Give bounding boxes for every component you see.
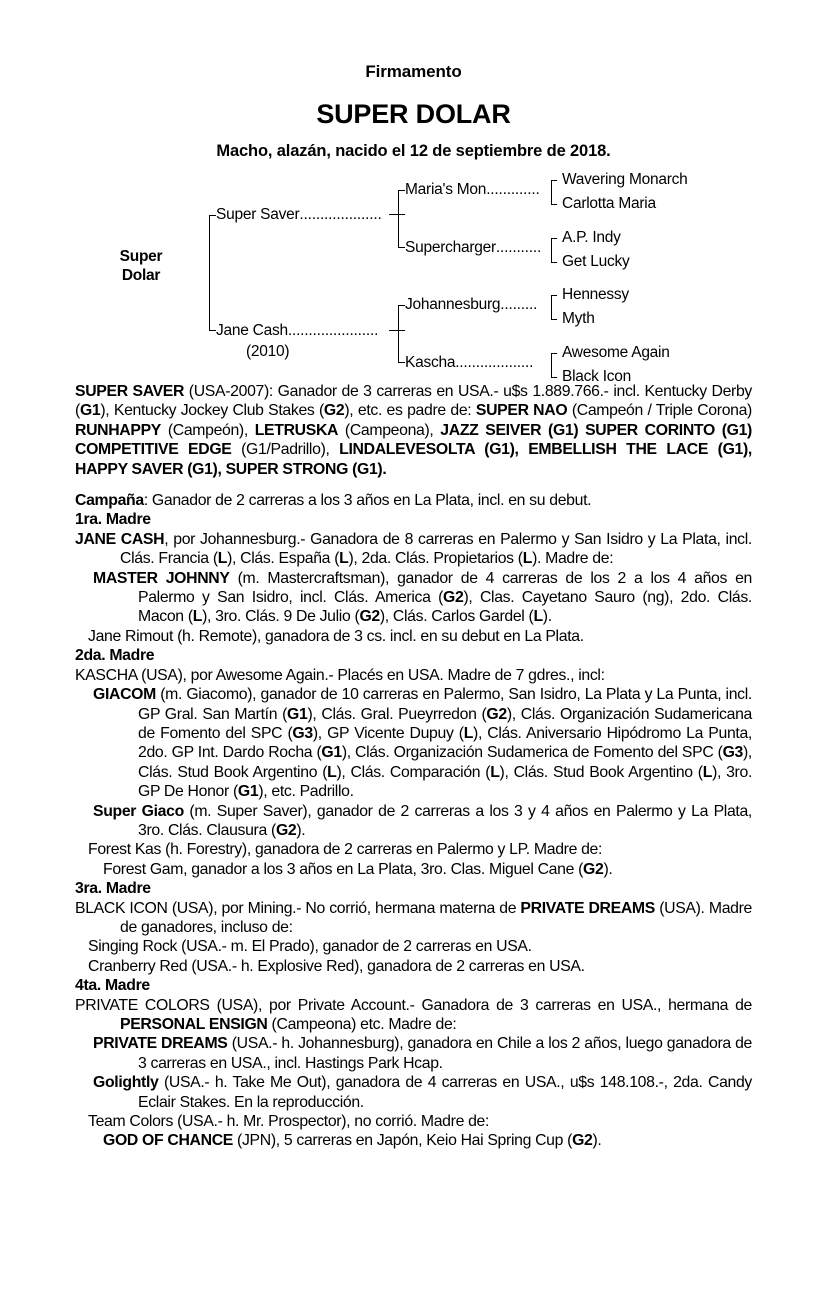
dam1-name: JANE CASH xyxy=(75,530,165,548)
grade-badge: L xyxy=(327,763,337,781)
progeny-name: MASTER JOHNNY xyxy=(93,569,230,587)
bracket-g3-2 xyxy=(551,238,557,263)
pedigree-dam-sire: Johannesburg......... xyxy=(405,296,538,313)
dam1-child-0: MASTER JOHNNY (m. Mastercraftsman), ganador de 4 carreras de los 2 a los 4 años en Palermo y San Isidro, incl. Clás. America (G2), Clas. Cayetano Sauro (ng), 2do. Clás. Macon (L), 3ro. Clás. 9 De Julio (G2), Clás. Carlos Gardel (L). xyxy=(93,569,752,626)
dam4-child-1: Golightly (USA.- h. Take Me Out), ganadora de 4 carreras en USA., u$s 148.108.-, 2da. Candy Eclair Stakes. En la reproducción. xyxy=(93,1074,752,1111)
grade-badge: G2 xyxy=(486,705,507,723)
grade-badge: G2 xyxy=(572,1132,593,1150)
grade-badge: G1 xyxy=(321,744,342,762)
bracket-dam-parents xyxy=(398,305,405,363)
pedigree-g3-6: Myth xyxy=(562,310,595,327)
progeny-name: LETRUSKA xyxy=(254,421,339,439)
progeny-name: Team Colors xyxy=(88,1113,174,1131)
page-title: SUPER DOLAR xyxy=(316,99,511,129)
dam2-name: KASCHA (USA) xyxy=(75,666,183,684)
section-heading-4ta-madre: 4ta. Madre xyxy=(75,977,150,995)
pedigree-g3-3: A.P. Indy xyxy=(562,229,621,246)
bracket-g3-1 xyxy=(551,180,557,205)
grade-badge: L xyxy=(217,550,228,568)
campana-line xyxy=(75,491,752,510)
signature-label: Firmamento xyxy=(365,62,462,81)
pedigree-dam-dam: Kascha................... xyxy=(405,354,534,371)
pedigree-g3-4: Get Lucky xyxy=(562,253,630,270)
grade-badge: G2 xyxy=(583,860,604,878)
pedigree-g3-7: Awesome Again xyxy=(562,344,670,361)
bracket-sire-parents xyxy=(398,190,405,248)
bracket-g3-4 xyxy=(551,353,557,378)
grade-badge: G1 xyxy=(237,783,259,801)
grade-badge: G3 xyxy=(722,744,743,762)
document-header xyxy=(0,0,827,161)
section-heading-2da-madre: 2da. Madre xyxy=(75,647,155,665)
dam4-child-2: Team Colors (USA.- h. Mr. Prospector), no corrió. Madre de: xyxy=(88,1113,490,1131)
pedigree-tree xyxy=(0,171,827,385)
grade-badge: G2 xyxy=(443,589,464,607)
progeny-name: Singing Rock xyxy=(88,938,178,956)
dam3-paragraph: BLACK ICON (USA), por Mining.- No corrió, hermana materna de PRIVATE DREAMS (USA). Madre de ganadores, incluso de: xyxy=(75,899,753,936)
progeny-name: Golightly xyxy=(93,1074,159,1092)
grade-badge: L xyxy=(702,763,713,781)
subject-line-2: Dolar xyxy=(121,267,161,284)
pedigree-dam-year: (2010) xyxy=(246,343,290,360)
subject-line-1: Super xyxy=(119,248,163,265)
sire-name: SUPER SAVER xyxy=(75,383,185,400)
pedigree-sire-dam: Supercharger........... xyxy=(405,239,542,256)
progeny-name: PRIVATE DREAMS xyxy=(93,1035,228,1053)
section-heading-3ra-madre: 3ra. Madre xyxy=(75,880,151,898)
dam3-child-0: Singing Rock (USA.- m. El Prado), ganador de 2 carreras en USA. xyxy=(88,938,532,956)
progeny-name: Forest Gam xyxy=(103,860,184,878)
dam1-child-1: Jane Rimout (h. Remote), ganadora de 3 cs. incl. en su debut en La Plata. xyxy=(88,627,584,645)
dam4-paragraph: PRIVATE COLORS (USA), por Private Account.- Ganadora de 3 carreras en USA., hermana de PERSONAL ENSIGN (Campeona) etc. Madre de: xyxy=(75,996,753,1033)
grade-badge: G1 xyxy=(79,402,101,420)
pedigree-subject xyxy=(96,247,186,285)
dam2-child-0: GIACOM (m. Giacomo), ganador de 10 carreras en Palermo, San Isidro, La Plata y La Punta, incl. GP Gral. San Martín (G1), Clás. Gral. Pueyrredon (G2), Clás. Organización Sudamericana de Fomento del SPC (G3), GP Vicente Dupuy (L), Clás. Aniversario Hipódromo La Punta, 2do. GP Int. Dardo Rocha (G1), Clás. Organización Sudamerica de Fomento del SPC (G3), Clás. Stud Book Argentino (L), Clás. Comparación (L), Clás. Stud Book Argentino (L), 3ro. GP De Honor (G1), etc. Padrillo. xyxy=(93,686,753,801)
progeny-name: GIACOM xyxy=(93,686,156,704)
grade-badge: G2 xyxy=(323,402,345,420)
pedigree-body xyxy=(75,382,752,1151)
pedigree-g3-5: Hennessy xyxy=(562,286,629,303)
campana-label: Campaña xyxy=(75,492,144,510)
pedigree-g3-2: Carlotta Maria xyxy=(562,195,656,212)
pedigree-sire: Super Saver.................... xyxy=(216,206,382,223)
grade-badge: G2 xyxy=(275,821,297,839)
bracket-g3-3 xyxy=(551,295,557,320)
relative-reference: PRIVATE DREAMS xyxy=(520,899,655,917)
horse-description: Macho, alazán, nacido el 12 de septiembre de 2018. xyxy=(216,142,611,160)
campana-text: : Ganador de 2 carreras a los 3 años en La Plata, incl. en su debut. xyxy=(143,492,592,510)
progeny-name: Cranberry Red xyxy=(88,957,188,975)
progeny-name: SUPER NAO xyxy=(475,402,568,420)
section-heading-1ra-madre: 1ra. Madre xyxy=(75,511,151,529)
progeny-name: Jane Rimout xyxy=(88,627,174,645)
grade-badge: G1 xyxy=(287,705,308,723)
progeny-name: LINDALEVESOLTA (G1), EMBELLISH THE LACE (G1), HAPPY SAVER (G1), SUPER STRONG (G1). xyxy=(75,441,752,478)
sire-paragraph: SUPER SAVER (USA-2007): Ganador de 3 carreras en USA.- u$s 1.889.766.- incl. Kentucky Derby (G1), Kentucky Jockey Club Stakes (G2), etc. es padre de: SUPER NAO (Campeón / Triple Corona) RUNHAPPY (Campeón), LETRUSKA (Campeona), JAZZ SEIVER (G1) SUPER CORINTO (G1) COMPETITIVE EDGE (G1/Padrillo), LINDALEVESOLTA (G1), EMBELLISH THE LACE (G1), HAPPY SAVER (G1), SUPER STRONG (G1). xyxy=(75,383,752,478)
progeny-name: Super Giaco xyxy=(93,802,184,820)
grade-badge: L xyxy=(339,550,349,568)
progeny-name: RUNHAPPY xyxy=(75,421,162,439)
grade-badge: G3 xyxy=(292,724,313,742)
dam2-child-3: Forest Gam, ganador a los 3 años en La Plata, 3ro. Clas. Miguel Cane (G2). xyxy=(103,860,613,878)
relative-reference: PERSONAL ENSIGN xyxy=(120,1016,268,1033)
dam1-paragraph: JANE CASH, por Johannesburg.- Ganadora de 8 carreras en Palermo y San Isidro y La Plata, incl. Clás. Francia (L), Clás. España (L), 2da. Clás. Propietarios (L). Madre de: xyxy=(75,530,752,568)
dam4-name: PRIVATE COLORS (USA) xyxy=(75,996,258,1014)
pedigree-dam: Jane Cash...................... xyxy=(216,322,379,339)
grade-badge: G2 xyxy=(359,608,380,626)
grade-badge: L xyxy=(522,550,533,568)
dam4-child-0: PRIVATE DREAMS (USA.- h. Johannesburg), ganadora en Chile a los 2 años, luego ganadora de 3 carreras en USA., incl. Hastings Park Hcap. xyxy=(93,1035,752,1072)
pedigree-g3-8: Black Icon xyxy=(562,368,632,385)
grade-badge: L xyxy=(192,608,203,626)
progeny-name: GOD OF CHANCE xyxy=(103,1132,233,1150)
grade-badge: L xyxy=(490,763,500,781)
progeny-name: Forest Kas xyxy=(88,841,162,859)
grade-badge: L xyxy=(463,724,474,742)
bracket-gen1 xyxy=(209,215,216,331)
dam2-child-1: Super Giaco (m. Super Saver), ganador de 2 carreras a los 3 y 4 años en Palermo y La Plata, 3ro. Clás. Clausura (G2). xyxy=(93,802,752,839)
dam3-name: BLACK ICON (USA) xyxy=(75,899,214,917)
dam4-child-3: GOD OF CHANCE (JPN), 5 carreras en Japón, Keio Hai Spring Cup (G2). xyxy=(103,1132,602,1150)
dam2-paragraph: KASCHA (USA), por Awesome Again.- Placés en USA. Madre de 7 gdres., incl: xyxy=(75,666,605,684)
pedigree-g3-1: Wavering Monarch xyxy=(562,171,688,188)
pedigree-sire-sire: Maria's Mon............. xyxy=(405,181,540,198)
grade-badge: L xyxy=(533,608,543,626)
dam2-child-2: Forest Kas (h. Forestry), ganadora de 2 carreras en Palermo y LP. Madre de: xyxy=(88,841,603,859)
progeny-name: JAZZ SEIVER (G1) SUPER CORINTO (G1) COMPETITIVE EDGE xyxy=(75,421,752,459)
dam3-child-1: Cranberry Red (USA.- h. Explosive Red), ganadora de 2 carreras en USA. xyxy=(88,957,585,975)
